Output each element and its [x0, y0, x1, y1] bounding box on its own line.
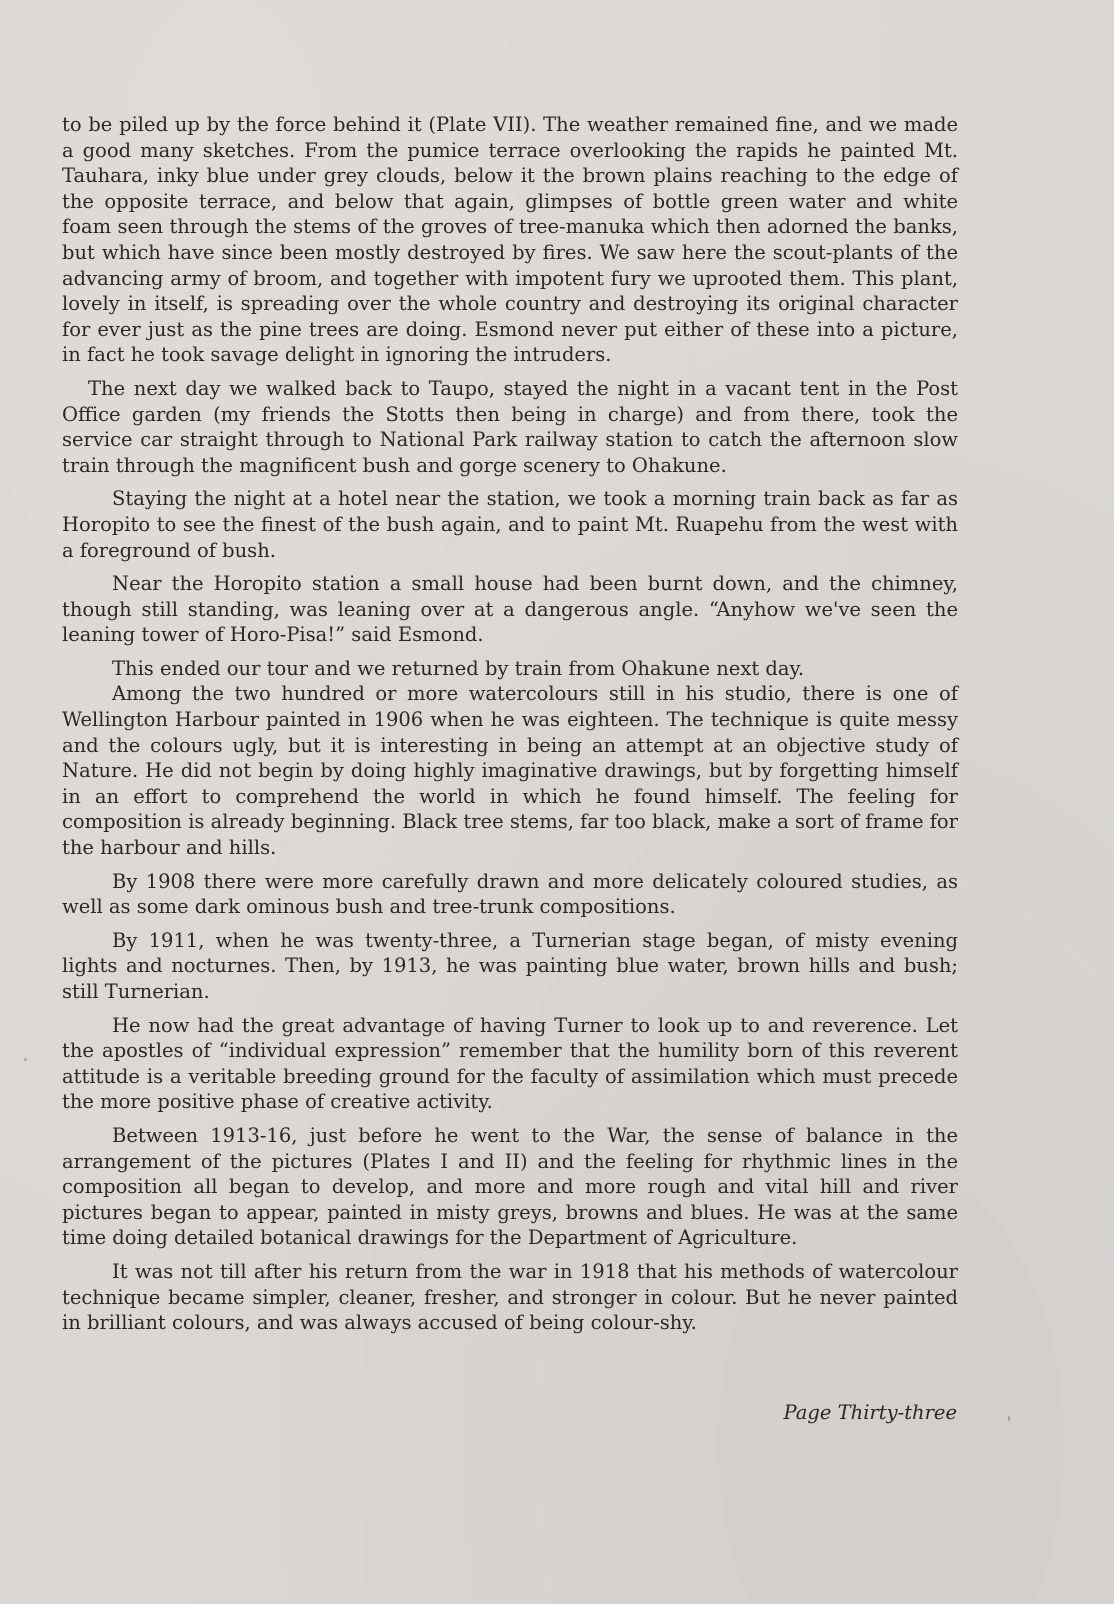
paragraph-4: Near the Horopito station a small house had been burnt down, and the chimney, though still standing, was leaning over at a dangerous angle. “Anyhow we've seen the leaning tower of Horo-Pisa!” said Esmond.	[62, 572, 958, 647]
body-text	[62, 112, 958, 1344]
paragraph-1: to be piled up by the force behind it (Plate VII). The weather remained fine, and we made a good many sketches. From the pumice terrace overlooking the rapids he painted Mt. Tauhara, inky blue under grey clouds, below it the brown plains reaching to the edge of the opposite terrace, and below that again, glimpses of bottle green water and white foam seen through the stems of the groves of tree-manuka which then adorned the banks, but which have since been mostly destroyed by fires. We saw here the scout-plants of the advancing army of broom, and together with impotent fury we uprooted them. This plant, lovely in itself, is spreading over the whole country and destroying its original character for ever just as the pine trees are doing. Esmond never put either of these into a picture, in fact he took savage delight in ignoring the intruders.	[62, 113, 958, 367]
paragraph-6: Among the two hundred or more watercolours still in his studio, there is one of Wellington Harbour painted in 1906 when he was eighteen. The technique is quite messy and the colours ugly, but it is interesting in being an attempt at an objective study of Nature. He did not begin by doing highly imaginative drawings, but by forgetting himself in an effort to comprehend the world in which he found himself. The feeling for composition is already beginning. Black tree stems, far too black, make a sort of frame for the harbour and hills.	[62, 682, 958, 860]
paragraph-8: By 1911, when he was twenty-three, a Turnerian stage began, of misty evening lights and nocturnes. Then, by 1913, he was painting blue water, brown hills and bush; still Turnerian.	[62, 928, 958, 1003]
paragraph-7: By 1908 there were more carefully drawn and more delicately coloured studies, as well as some dark ominous bush and tree-trunk compositions.	[62, 869, 958, 919]
paragraph-9: He now had the great advantage of having Turner to look up to and reverence. Let the apostles of “individual expression” remember that the humility born of this reverent attitude is a veritable breeding ground for the faculty of assimilation which must precede the more positive phase of creative activity.	[62, 1013, 958, 1114]
paragraph-2: The next day we walked back to Taupo, stayed the night in a vacant tent in the Post Office garden (my friends the Stotts then being in charge) and from there, took the service car straight through to National Park railway station to catch the afternoon slow train through the magnificent bush and gorge scenery to Ohakune.	[62, 376, 958, 477]
page-number-footer: Page Thirty-three	[783, 1401, 957, 1424]
paragraph-10: Between 1913-16, just before he went to the War, the sense of balance in the arrangement of the pictures (Plates I and II) and the feeling for rhythmic lines in the composition all began to develop, and more and more rough and vital hill and river pictures began to appear, painted in misty greys, browns and blues. He was at the same time doing detailed botanical drawings for the Department of Agriculture.	[62, 1123, 958, 1250]
paragraph-3: Staying the night at a hotel near the station, we took a morning train back as far as Horopito to see the finest of the bush again, and to paint Mt. Ruapehu from the west with a foreground of bush.	[62, 487, 958, 562]
paper-speck	[1008, 1416, 1010, 1421]
paragraph-11: It was not till after his return from the war in 1918 that his methods of watercolour technique became simpler, cleaner, fresher, and stronger in colour. But he never painted in brilliant colours, and was always accused of being colour-shy.	[62, 1259, 958, 1335]
paragraph-5: This ended our tour and we returned by train from Ohakune next day.	[112, 656, 805, 680]
paper-speck	[24, 1058, 27, 1061]
